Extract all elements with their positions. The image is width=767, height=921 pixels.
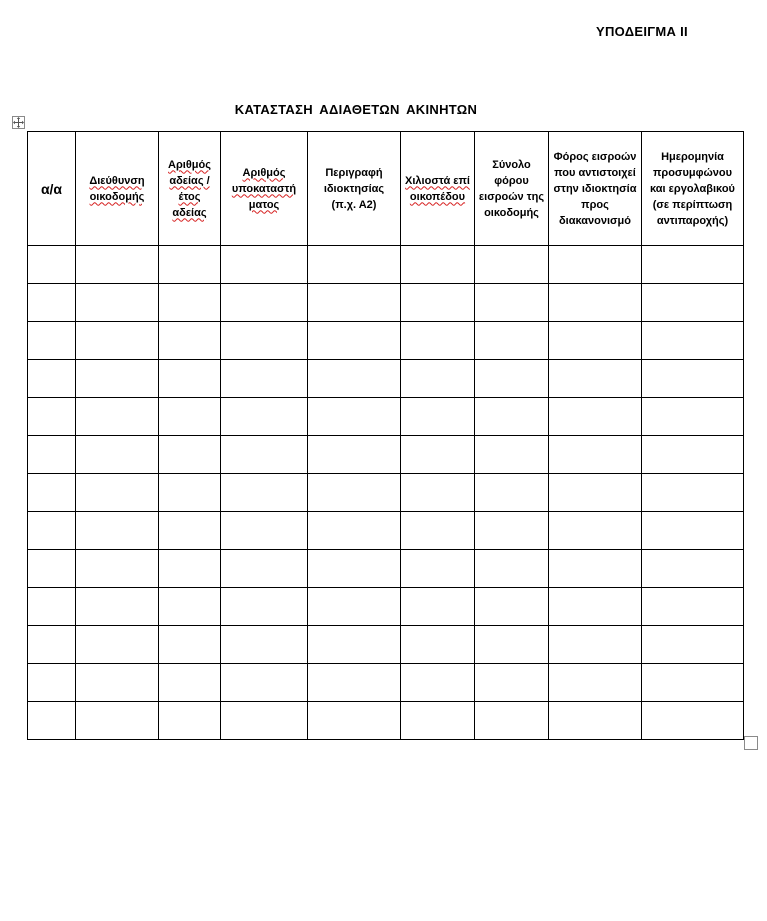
table-cell[interactable] bbox=[549, 246, 642, 284]
table-cell[interactable] bbox=[159, 512, 221, 550]
table-cell[interactable] bbox=[642, 474, 744, 512]
table-cell[interactable] bbox=[642, 702, 744, 740]
table-cell[interactable] bbox=[221, 360, 308, 398]
table-cell[interactable] bbox=[221, 702, 308, 740]
header-land-shares[interactable]: Χιλιοστά επί οικοπέδου bbox=[401, 132, 475, 246]
table-cell[interactable] bbox=[475, 284, 549, 322]
table-cell[interactable] bbox=[221, 664, 308, 702]
table-cell[interactable] bbox=[76, 284, 159, 322]
table-row bbox=[28, 246, 744, 284]
table-cell[interactable] bbox=[159, 360, 221, 398]
table-row bbox=[28, 474, 744, 512]
table-cell[interactable] bbox=[642, 246, 744, 284]
table-cell[interactable] bbox=[308, 702, 401, 740]
table-cell[interactable] bbox=[475, 626, 549, 664]
table-cell[interactable] bbox=[549, 588, 642, 626]
table-cell[interactable] bbox=[221, 474, 308, 512]
table-cell[interactable] bbox=[159, 474, 221, 512]
table-cell[interactable] bbox=[308, 246, 401, 284]
table-cell[interactable] bbox=[28, 626, 76, 664]
table-cell[interactable] bbox=[28, 398, 76, 436]
table-cell[interactable] bbox=[475, 550, 549, 588]
table-cell[interactable] bbox=[475, 474, 549, 512]
table-cell[interactable] bbox=[642, 398, 744, 436]
table-cell[interactable] bbox=[76, 360, 159, 398]
table-row bbox=[28, 360, 744, 398]
table-cell[interactable] bbox=[549, 664, 642, 702]
table-cell[interactable] bbox=[549, 398, 642, 436]
header-property-input-tax[interactable]: Φόρος εισροών που αντιστοιχεί στην ιδιοκτησία προς διακανονισμό bbox=[549, 132, 642, 246]
table-cell[interactable] bbox=[28, 322, 76, 360]
table-cell[interactable] bbox=[401, 474, 475, 512]
table-cell[interactable] bbox=[308, 626, 401, 664]
table-cell[interactable] bbox=[76, 474, 159, 512]
header-building-address[interactable]: Διεύθυνση οικοδομής bbox=[76, 132, 159, 246]
table-row bbox=[28, 550, 744, 588]
table-cell[interactable] bbox=[159, 702, 221, 740]
table-cell[interactable] bbox=[642, 284, 744, 322]
table-row bbox=[28, 398, 744, 436]
table-header-row bbox=[28, 132, 744, 246]
table-cell[interactable] bbox=[308, 474, 401, 512]
table-row bbox=[28, 664, 744, 702]
table-cell[interactable] bbox=[28, 512, 76, 550]
table-cell[interactable] bbox=[401, 626, 475, 664]
table-cell[interactable] bbox=[401, 512, 475, 550]
table-cell[interactable] bbox=[159, 626, 221, 664]
table-cell[interactable] bbox=[642, 664, 744, 702]
header-branch-number[interactable]: Αριθμός υποκαταστή ματος bbox=[221, 132, 308, 246]
table-cell[interactable] bbox=[221, 626, 308, 664]
table-cell[interactable] bbox=[28, 436, 76, 474]
table-cell[interactable] bbox=[28, 588, 76, 626]
table-cell[interactable] bbox=[549, 702, 642, 740]
table-body bbox=[28, 246, 744, 740]
table-cell[interactable] bbox=[475, 360, 549, 398]
table-cell[interactable] bbox=[76, 246, 159, 284]
table-cell[interactable] bbox=[308, 360, 401, 398]
table-cell[interactable] bbox=[76, 588, 159, 626]
table-cell[interactable] bbox=[76, 702, 159, 740]
table-cell[interactable] bbox=[475, 702, 549, 740]
table-cell[interactable] bbox=[401, 588, 475, 626]
table-cell[interactable] bbox=[308, 550, 401, 588]
table-cell[interactable] bbox=[159, 284, 221, 322]
table-cell[interactable] bbox=[401, 702, 475, 740]
table-cell[interactable] bbox=[28, 702, 76, 740]
table-cell[interactable] bbox=[642, 322, 744, 360]
table-cell[interactable] bbox=[475, 588, 549, 626]
table-cell[interactable] bbox=[159, 436, 221, 474]
table-cell[interactable] bbox=[549, 322, 642, 360]
table-cell[interactable] bbox=[401, 398, 475, 436]
table-cell[interactable] bbox=[308, 284, 401, 322]
table-cell[interactable] bbox=[642, 550, 744, 588]
header-property-description[interactable]: Περιγραφή ιδιοκτησίας (π.χ. Α2) bbox=[308, 132, 401, 246]
table-cell[interactable] bbox=[401, 246, 475, 284]
table-cell[interactable] bbox=[28, 474, 76, 512]
table-cell[interactable] bbox=[221, 436, 308, 474]
table-row bbox=[28, 322, 744, 360]
table-cell[interactable] bbox=[28, 664, 76, 702]
header-permit-number-year[interactable]: Αριθμός αδείας /έτος αδείας bbox=[159, 132, 221, 246]
table-cell[interactable] bbox=[221, 246, 308, 284]
table-cell[interactable] bbox=[159, 322, 221, 360]
table-cell[interactable] bbox=[308, 664, 401, 702]
table-row bbox=[28, 588, 744, 626]
table-cell[interactable] bbox=[76, 664, 159, 702]
table-cell[interactable] bbox=[401, 664, 475, 702]
table-cell[interactable] bbox=[308, 436, 401, 474]
table-cell[interactable] bbox=[642, 512, 744, 550]
table-cell[interactable] bbox=[401, 360, 475, 398]
header-serial-number[interactable]: α/α bbox=[28, 132, 76, 246]
table-cell[interactable] bbox=[76, 626, 159, 664]
table-cell[interactable] bbox=[76, 322, 159, 360]
table-cell[interactable] bbox=[549, 512, 642, 550]
table-cell[interactable] bbox=[159, 664, 221, 702]
table-cell[interactable] bbox=[401, 436, 475, 474]
table-cell[interactable] bbox=[642, 626, 744, 664]
table-cell[interactable] bbox=[401, 550, 475, 588]
table-cell[interactable] bbox=[308, 512, 401, 550]
table-resize-handle-icon[interactable] bbox=[744, 736, 758, 750]
table-cell[interactable] bbox=[308, 398, 401, 436]
table-cell[interactable] bbox=[221, 512, 308, 550]
table-cell[interactable] bbox=[401, 322, 475, 360]
table-cell[interactable] bbox=[308, 322, 401, 360]
table-move-handle-icon[interactable] bbox=[12, 116, 25, 129]
properties-table bbox=[27, 131, 744, 740]
table-cell[interactable] bbox=[549, 360, 642, 398]
table-cell[interactable] bbox=[221, 398, 308, 436]
table-cell[interactable] bbox=[475, 322, 549, 360]
table-cell[interactable] bbox=[642, 588, 744, 626]
table-cell[interactable] bbox=[28, 360, 76, 398]
table-cell[interactable] bbox=[549, 284, 642, 322]
table-cell[interactable] bbox=[28, 246, 76, 284]
table-cell[interactable] bbox=[642, 360, 744, 398]
table-cell[interactable] bbox=[475, 512, 549, 550]
table-cell[interactable] bbox=[549, 626, 642, 664]
table-cell[interactable] bbox=[76, 398, 159, 436]
table-cell[interactable] bbox=[159, 588, 221, 626]
table-cell[interactable] bbox=[28, 284, 76, 322]
table-cell[interactable] bbox=[549, 474, 642, 512]
table-row bbox=[28, 284, 744, 322]
table-cell[interactable] bbox=[475, 664, 549, 702]
table-cell[interactable] bbox=[549, 550, 642, 588]
table-cell[interactable] bbox=[76, 436, 159, 474]
table-row bbox=[28, 436, 744, 474]
table-cell[interactable] bbox=[475, 246, 549, 284]
table-cell[interactable] bbox=[401, 284, 475, 322]
table-cell[interactable] bbox=[28, 550, 76, 588]
table-cell[interactable] bbox=[76, 512, 159, 550]
table-cell[interactable] bbox=[76, 550, 159, 588]
table-cell[interactable] bbox=[159, 550, 221, 588]
table-row bbox=[28, 512, 744, 550]
table-cell[interactable] bbox=[221, 588, 308, 626]
table-cell[interactable] bbox=[475, 436, 549, 474]
table-cell[interactable] bbox=[475, 398, 549, 436]
table-cell[interactable] bbox=[221, 550, 308, 588]
table-cell[interactable] bbox=[221, 284, 308, 322]
table-cell[interactable] bbox=[159, 246, 221, 284]
document-title: ΚΑΤΑΣΤΑΣΗ ΑΔΙΑΘΕΤΩΝ ΑΚΙΝΗΤΩΝ bbox=[234, 102, 478, 117]
header-total-input-tax[interactable]: Σύνολο φόρου εισροών της οικοδομής bbox=[475, 132, 549, 246]
table-row bbox=[28, 626, 744, 664]
table-cell[interactable] bbox=[308, 588, 401, 626]
table-row bbox=[28, 702, 744, 740]
table-cell[interactable] bbox=[221, 322, 308, 360]
table-cell[interactable] bbox=[642, 436, 744, 474]
table-cell[interactable] bbox=[549, 436, 642, 474]
header-agreement-date[interactable]: Ημερομηνία προσυμφώνου και εργολαβικού (σε περίπτωση αντιπαροχής) bbox=[642, 132, 744, 246]
document-label: ΥΠΟΔΕΙΓΜΑ ΙΙ bbox=[596, 24, 688, 39]
table-cell[interactable] bbox=[159, 398, 221, 436]
